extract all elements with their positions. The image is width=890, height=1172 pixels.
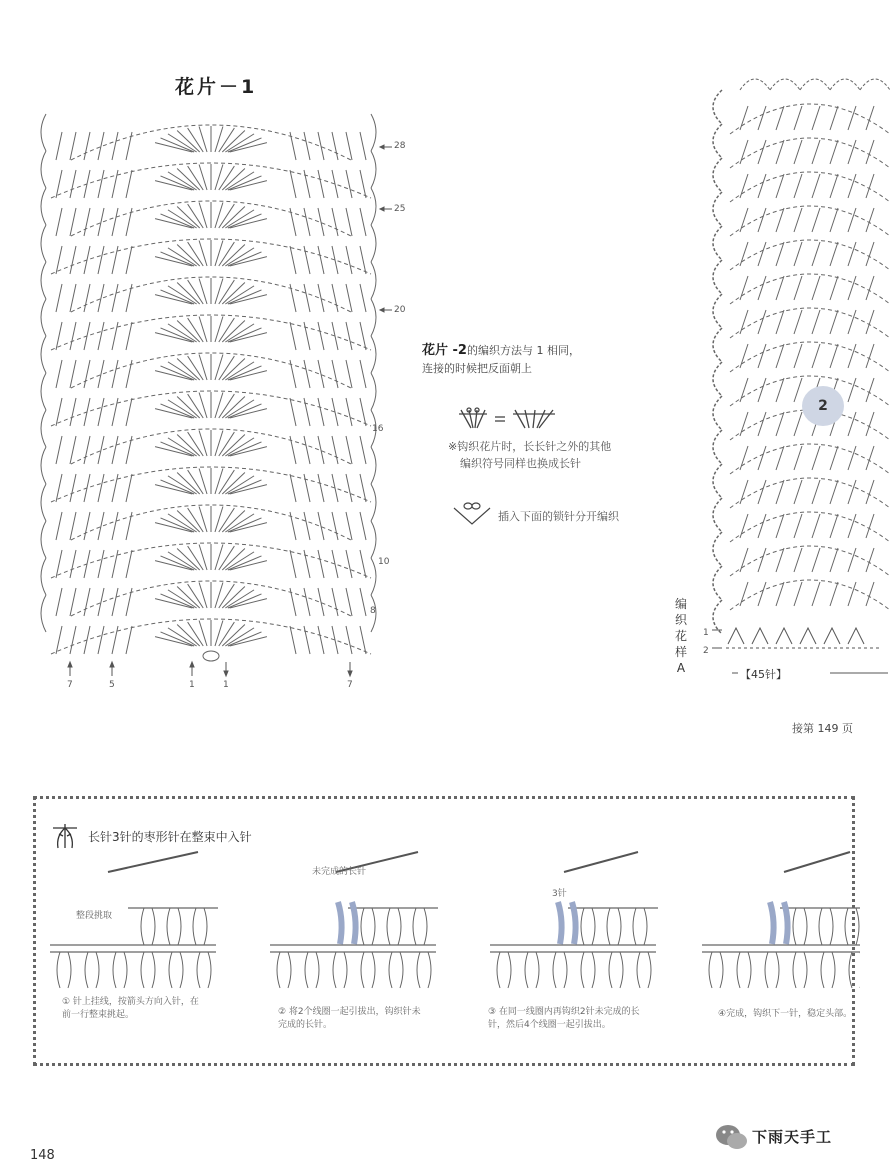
motif2-note-bold: 花片 -2 (422, 343, 467, 358)
step1-text (62, 996, 199, 1022)
pattern-a-char: 编 (674, 597, 687, 611)
step2-callout: 未完成的长针 (312, 867, 367, 877)
stitch-count-bracket (730, 664, 890, 682)
insert-note: 插入下面的锁针分开编织 (498, 510, 619, 523)
tutorial-title: 长针3针的枣形针在整束中入针 (88, 830, 252, 844)
step2-line2: 完成的长针。 (278, 1020, 333, 1030)
continue-note: 接第 149 页 (792, 722, 853, 735)
step3-callout: 3针 (552, 889, 567, 899)
symbol-note (448, 438, 611, 472)
bottom-marker-1b: 1 (223, 680, 229, 690)
wechat-icon (712, 1122, 752, 1152)
step3-text (488, 1006, 640, 1032)
bottom-marker-7b: 7 (347, 680, 353, 690)
stitch-count: 【45针】 (740, 668, 787, 681)
motif2-label: 2 (802, 386, 844, 426)
row-marker-20: 20 (394, 305, 406, 315)
step3-line2: 针，然后4个线圈一起引拔出。 (488, 1020, 611, 1030)
row-marker-10: 10 (378, 557, 390, 567)
pattern-a-char: A (676, 661, 686, 675)
tutorial-illustrations (48, 850, 860, 1000)
step1-line1: ① 针上挂线，按箭头方向入针，在 (62, 997, 199, 1007)
step1-line2: 前一行整束挑起。 (62, 1010, 135, 1020)
motif2-note-line2: 连接的时候把反面朝上 (422, 362, 532, 375)
bottom-marker-5: 5 (109, 680, 115, 690)
row-marker-16: 16 (372, 424, 384, 434)
brand-name: 下雨天手工 (752, 1128, 833, 1146)
row-marker-25: 25 (394, 204, 406, 214)
row-marker-28: 28 (394, 141, 406, 151)
insert-chain-symbol (450, 500, 500, 530)
motif2-note-line1: 的编织方法与 1 相同， (466, 344, 580, 357)
pattern-a-stitches (712, 622, 890, 662)
motif2-chart (700, 50, 890, 670)
motif1-chart (36, 94, 386, 664)
bottom-marker-1a: 1 (189, 680, 195, 690)
bobble-stitch-icon (50, 822, 80, 850)
pattern-a-char: 样 (674, 645, 687, 659)
step4-text: ④完成，钩织下一针，稳定头部。 (718, 1009, 853, 1019)
page-number: 148 (30, 1148, 55, 1163)
step1-callout: 整段挑取 (76, 911, 113, 921)
pattern-a-label (674, 596, 688, 676)
stitch-equivalence-symbol (455, 404, 575, 434)
pattern-a-char: 织 (674, 613, 687, 627)
step2-text (278, 1006, 421, 1032)
pattern-a-char: 花 (674, 629, 687, 643)
pattern-row-1: 1 (703, 628, 709, 638)
pattern-row-2: 2 (703, 646, 709, 656)
motif1-title: 花片－1 (175, 76, 258, 98)
row-marker-8: 8 (370, 606, 376, 616)
motif2-note (422, 342, 580, 378)
symbol-note-line2: 编织符号同样也换成长针 (460, 457, 581, 470)
symbol-note-line1: ※钩织花片时，长长针之外的其他 (448, 440, 612, 453)
step2-line1: ② 将2个线圈一起引拔出，钩织针未 (278, 1007, 421, 1017)
bottom-marker-arrows (60, 660, 360, 680)
bottom-marker-7a: 7 (67, 680, 73, 690)
step3-line1: ③ 在同一线圈内再钩织2针未完成的长 (488, 1007, 640, 1017)
